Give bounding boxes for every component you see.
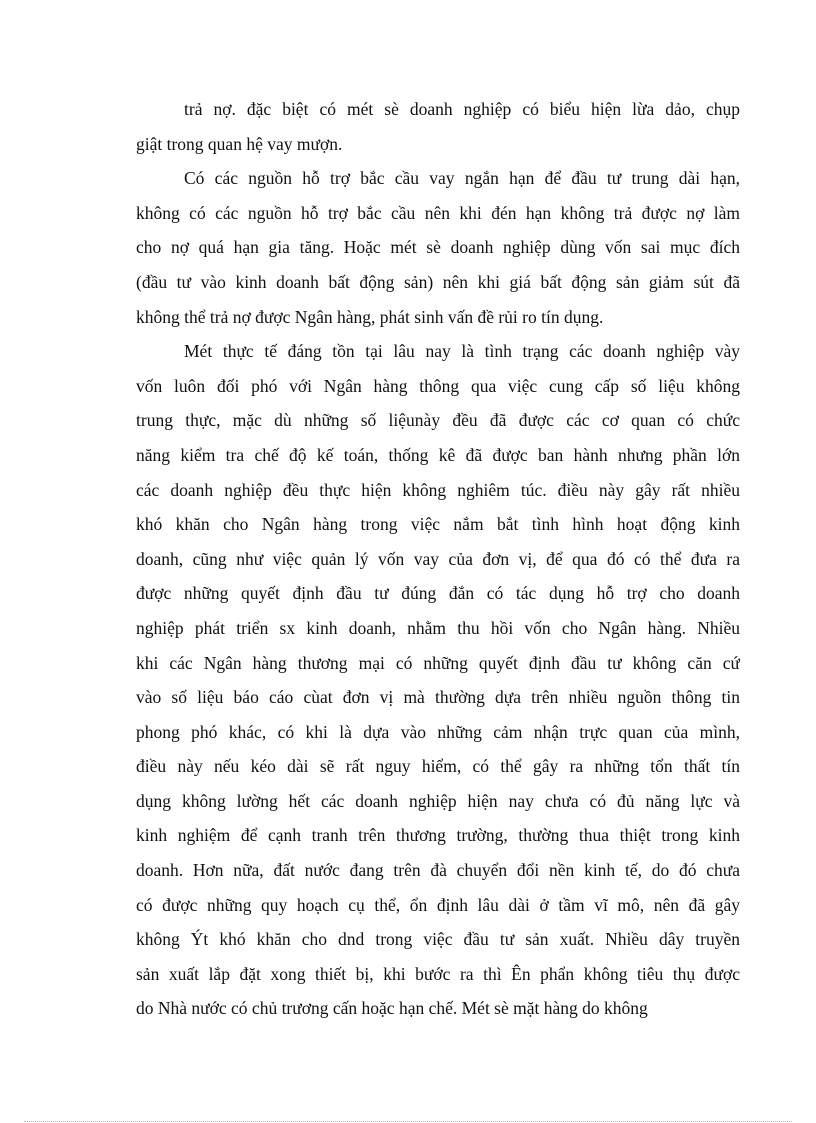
text-line: giật trong quan hệ vay mượn. — [136, 133, 343, 154]
text-line: cho nợ quá hạn gia tăng. Hoặc mét sè doanh nghiệp dùng vốn sai mục đích — [136, 237, 740, 258]
text-line: kinh nghiệm để cạnh tranh trên thương trường, thường thua thiệt trong kinh — [136, 825, 740, 846]
text-line: phong phó khác, có khi là dựa vào những cảm nhận trực quan của mình, — [136, 721, 740, 742]
text-line: được những quyết định đầu tư đúng đắn có tác dụng hỗ trợ cho doanh — [136, 583, 740, 604]
text-line: (đầu tư vào kinh doanh bất động sản) nên khi giá bất động sản giảm sút đã — [136, 271, 740, 292]
body-text — [136, 92, 740, 1026]
text-line: điều này nếu kéo dài sẽ rất nguy hiểm, có thể gây ra những tổn thất tín — [136, 756, 740, 777]
text-line: doanh, cũng như việc quản lý vốn vay của đơn vị, để qua đó có thể đưa ra — [136, 548, 740, 569]
text-line: doanh. Hơn nữa, đất nước đang trên đà chuyển đổi nền kinh tế, do đó chưa — [136, 860, 740, 881]
text-line: không Ýt khó khăn cho dnd trong việc đầu tư sản xuất. Nhiều dây truyền — [136, 929, 740, 950]
text-line: không thể trả nợ được Ngân hàng, phát sinh vấn đề rủi ro tín dụng. — [136, 306, 604, 327]
footer-divider — [24, 1121, 792, 1122]
text-line: khó khăn cho Ngân hàng trong việc nắm bắt tình hình hoạt động kinh — [136, 514, 740, 535]
text-line: khi các Ngân hàng thương mại có những quyết định đầu tư không căn cứ — [136, 652, 740, 673]
text-line: trả nợ. đặc biệt có mét sè doanh nghiệp có biểu hiện lừa dảo, chụp — [184, 99, 740, 119]
text-line: nghiệp phát triển sx kinh doanh, nhằm thu hồi vốn cho Ngân hàng. Nhiều — [136, 617, 740, 638]
text-line: các doanh nghiệp đều thực hiện không nghiêm túc. điều này gây rất nhiều — [136, 479, 740, 500]
text-line: vốn luôn đối phó với Ngân hàng thông qua việc cung cấp số liệu không — [136, 375, 740, 396]
text-line: trung thực, mặc dù những số liệunày đều đã được các cơ quan có chức — [136, 410, 740, 431]
text-line: năng kiểm tra chế độ kế toán, thống kê đã được ban hành nhưng phần lớn — [136, 444, 740, 465]
text-line: vào số liệu báo cáo cùat đơn vị mà thường dựa trên nhiều nguồn thông tin — [136, 687, 740, 708]
text-line: Có các nguồn hỗ trợ bắc cầu vay ngắn hạn để đầu tư trung dài hạn, — [184, 168, 740, 189]
text-line: có được những quy hoạch cụ thể, ổn định lâu dài ở tầm vĩ mô, nên đã gây — [136, 894, 740, 915]
text-line: sản xuất lắp đặt xong thiết bị, khi bước ra thì Ên phẩn không tiêu thụ được — [136, 963, 740, 984]
text-line: không có các nguồn hỗ trợ bắc cầu nên khi đén hạn không trả được nợ làm — [136, 202, 740, 223]
text-line: dụng không lường hết các doanh nghiệp hiện nay chưa có đủ năng lực và — [136, 790, 740, 811]
text-line: Mét thực tế đáng tồn tại lâu nay là tình trạng các doanh nghiệp vày — [184, 341, 740, 362]
text-line: do Nhà nước có chủ trương cấn hoặc hạn chế. Mét sè mặt hàng do không — [136, 998, 648, 1019]
